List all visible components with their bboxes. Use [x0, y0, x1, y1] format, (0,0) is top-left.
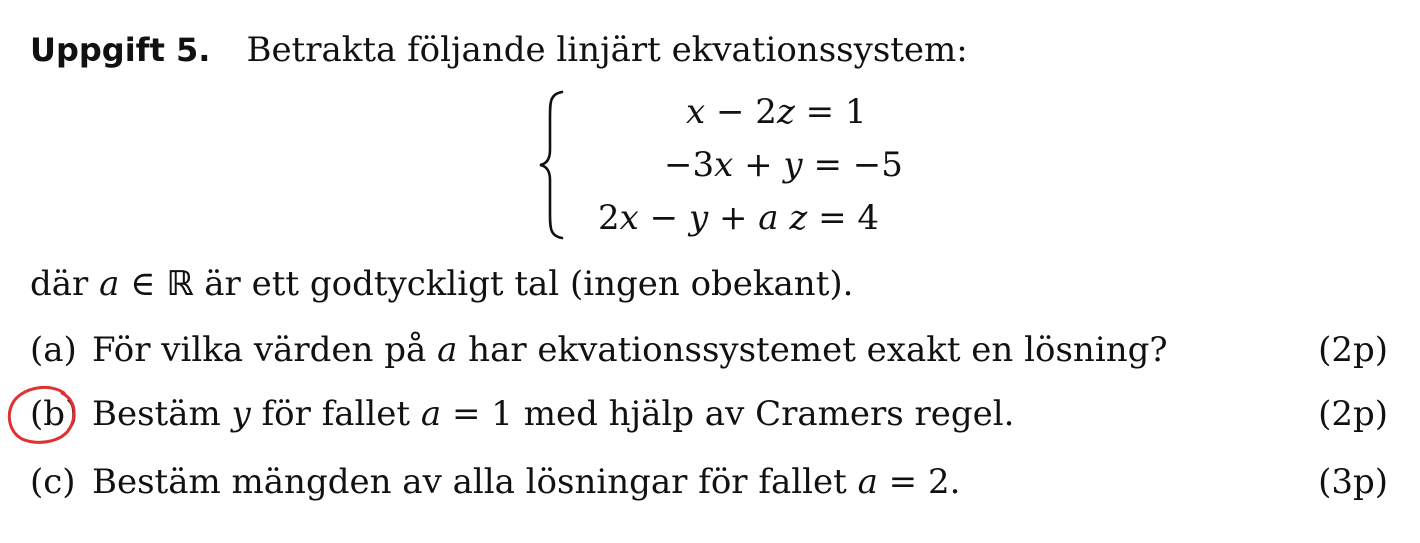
- red-circle-annotation: [6, 385, 80, 445]
- problem-label: Uppgift 5.: [30, 31, 211, 69]
- equation-3: 2x − y + a z = 4: [598, 198, 880, 238]
- points-label: (2p): [1318, 394, 1388, 434]
- problem-heading: [30, 26, 968, 74]
- subquestion-tag: (a): [30, 330, 77, 370]
- points-label: (2p): [1318, 330, 1388, 370]
- subquestion-c: (c) Bestäm mängden av alla lösningar för fallet a = 2. (3p): [30, 462, 1388, 502]
- subquestion-a: (a) För vilka värden på a har ekvationssystemet exakt en lösning? (2p): [30, 330, 1388, 370]
- parameter-note: där a ∈ ℝ är ett godtyckligt tal (ingen obekant).: [30, 264, 854, 304]
- points-label: (3p): [1318, 462, 1388, 502]
- subquestion-b: (b) Bestäm y för fallet a = 1 med hjälp av Cramers regel. (2p): [30, 394, 1388, 434]
- equation-2: −3x + y = −5: [664, 145, 903, 185]
- left-brace: [538, 90, 568, 240]
- problem-intro: Betrakta följande linjärt ekvationssystem:: [246, 30, 968, 70]
- equation-1: x − 2z = 1: [686, 92, 867, 132]
- equation-system: [538, 90, 903, 240]
- subquestion-tag: (b): [30, 394, 79, 434]
- subquestion-tag: (c): [30, 462, 76, 502]
